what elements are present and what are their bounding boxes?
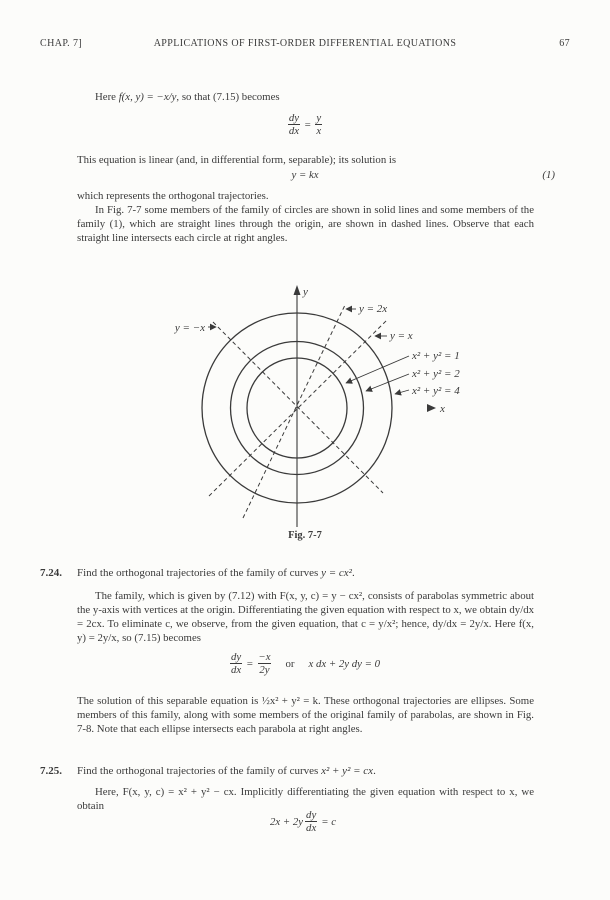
page-number: 67 [559,38,570,49]
label-y-x: y = x [390,330,413,342]
label-circle-2: x² + y² = 2 [412,368,460,380]
equals-sign: = [304,118,312,131]
equation-tag: (1) [542,169,555,181]
leader-arrow-circle-2 [366,374,409,391]
differential-form-equation: x dx + 2y dy = 0 [308,657,381,670]
fraction-numerator: y [316,112,322,124]
leader-arrow-circle-1 [346,356,409,383]
problem-725-solution-paragraph: Here, F(x, y, c) = x² + y² − cx. Implicitly differentiating the given equation with respect to x, we obtain [77,786,534,812]
fraction-denominator: dx [288,125,300,138]
problem-724-conclusion-paragraph: The solution of this separable equation is ½x² + y² = k. These orthogonal trajectories are ellipses. Some members of this family, along with some members of the original family of parabolas, are shown in Fig. 7-8. Note that each ellipse intersects each parabola at right angles. [77,695,534,735]
label-circle-1: x² + y² = 1 [412,350,460,362]
equation-dydx-yx [0,112,610,138]
fraction-dy-dx [288,112,300,138]
fraction-negx-2y [257,651,271,677]
equation-725 [0,809,610,835]
intro-paragraph [95,90,534,104]
orthogonal-trajectories-line: which represents the orthogonal trajectories. [77,190,269,202]
equation-y-kx [0,169,610,181]
leader-arrow-circle-3 [395,390,409,394]
problem-725-math: x² + y² = cx [321,765,374,777]
y-axis-label: y [303,286,308,298]
fraction-numerator: dy [230,651,242,663]
problem-725-text: Find the orthogonal trajectories of the family of curves [77,765,322,777]
fraction-denominator: 2y [259,664,270,677]
y-axis-arrowhead-icon [294,285,301,295]
dashed-line-y-neg-x [213,322,383,493]
fraction-numerator: dy [306,809,317,821]
fraction-numerator: dy [288,112,300,124]
problem-724-math: y = cx² [321,567,352,579]
problem-724-text: Find the orthogonal trajectories of the family of curves [77,567,322,579]
figure-canvas [0,283,610,533]
intro-text-post: , so that (7.15) becomes [176,91,280,103]
fraction-numerator: −x [258,651,271,663]
linear-solution-line: This equation is linear (and, in differential form, separable); its solution is [77,154,397,166]
fraction-denominator: dx [230,664,242,677]
problem-725-number: 7.25. [40,765,62,777]
figure-reference-paragraph: In Fig. 7-7 some members of the family of circles are shown in solid lines and some members of the family (1), which are straight lines through the origin, are shown in dashed lines. Observe that each straight line intersects each circle at right angles. [77,204,534,244]
equals-sign: = [246,657,254,670]
problem-724-solution-paragraph: The family, which is given by (7.12) with F(x, y, c) = y − cx², consists of parabolas symmetric about the y-axis with vertices at the origin. Differentiating the given equation with respect to x, we obtain dy/dx = 2cx. To eliminate c, we observe, from the given equation, that c = y/x²; hence, dy/dx = 2y/x. Here f(x, y) = 2y/x, so (7.15) becomes [77,590,534,644]
or-word: or [285,657,295,670]
equation-724 [0,651,610,677]
fraction-y-x [315,112,322,138]
equation-suffix: = c [321,815,337,828]
chapter-label: CHAP. 7] [40,38,83,49]
intro-text-pre: Here [95,91,119,103]
x-axis-arrowhead-icon [427,404,436,412]
fraction-dy-dx [305,809,317,835]
label-y-2x: y = 2x [359,303,388,315]
fraction-denominator: dx [306,822,317,835]
label-circle-3: x² + y² = 4 [412,385,460,397]
problem-725-period: . [373,765,376,777]
problem-724-number: 7.24. [40,567,62,579]
intro-inline-math: f(x, y) = −x/y [118,91,177,103]
fraction-dy-dx [230,651,242,677]
page-header [40,38,570,52]
equation-body: y = kx [291,169,319,181]
label-y-neg-x: y = −x [174,322,205,334]
fraction-denominator: x [316,125,322,138]
figure-7-7 [0,283,610,533]
problem-725-statement [40,764,534,779]
equation-prefix: 2x + 2y [269,815,304,828]
problem-724-period: . [351,567,355,579]
problem-724-statement [40,566,534,581]
x-axis-label: x [440,403,445,415]
figure-caption: Fig. 7-7 [288,530,322,541]
header-title: APPLICATIONS OF FIRST-ORDER DIFFERENTIAL EQUATIONS [153,38,457,49]
